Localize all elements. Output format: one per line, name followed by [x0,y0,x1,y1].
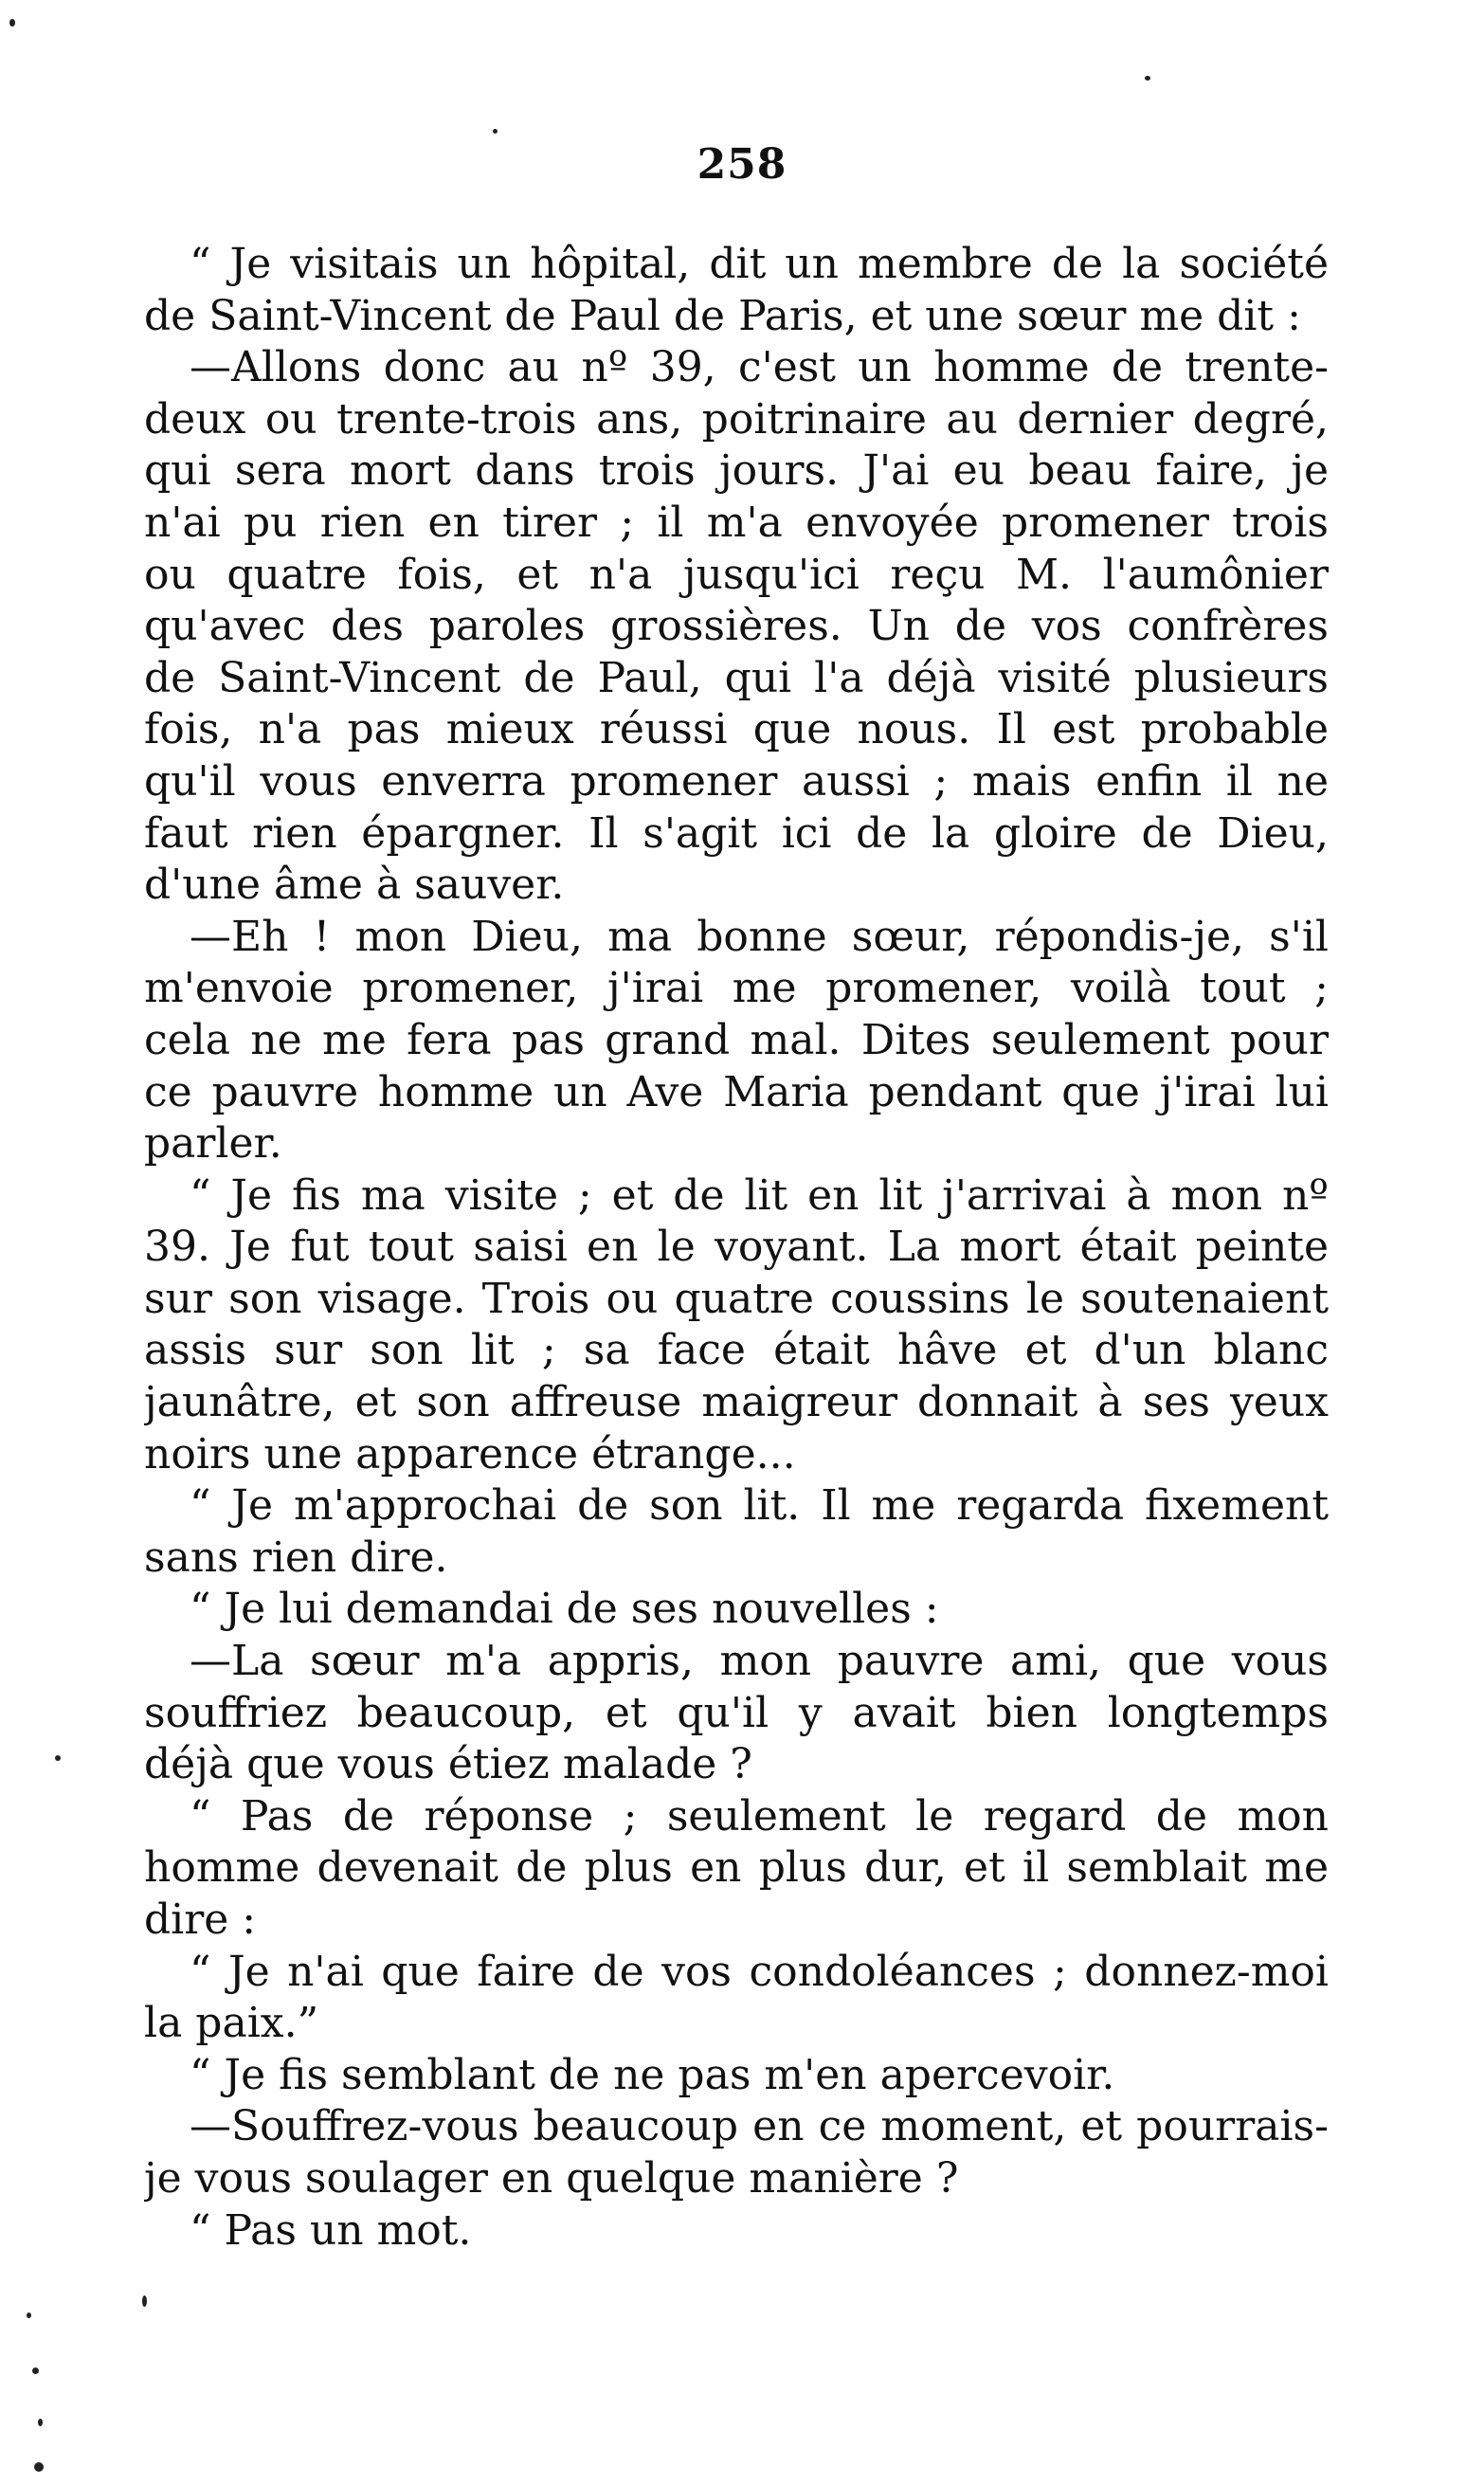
text-line: je vous soulager en quelque manière ? [144,2153,959,2203]
text-line: qu'il vous enverra promener aussi ; mais enfin il ne [144,756,1329,806]
body-text [144,239,1329,2257]
text-line: “ Je fis ma visite ; et de lit en lit j'arrivai à mon nº [190,1170,1329,1220]
scan-speck [34,2462,44,2472]
text-line: —Allons donc au nº 39, c'est un homme de trente- [190,343,1329,392]
text-line: “ Je lui demandai de ses nouvelles : [190,1585,939,1634]
text-line: sur son visage. Trois ou quatre coussins le soutenaient [144,1274,1329,1323]
text-line: “ Pas un mot. [190,2205,472,2255]
text-line: “ Je fis semblant de ne pas m'en apercevoir. [190,2050,1115,2099]
text-line: homme devenait de plus en plus dur, et il semblait me [144,1843,1329,1893]
text-line: qui sera mort dans trois jours. J'ai eu beau faire, je [144,446,1329,496]
text-line: déjà que vous étiez malade ? [144,1740,752,1789]
text-line: de Saint-Vincent de Paul, qui l'a déjà visité plusieurs [144,653,1329,702]
text-line: sans rien dire. [144,1533,448,1582]
scan-speck [27,2313,31,2318]
scan-speck [142,2295,147,2307]
text-line: “ Je n'ai que faire de vos condoléances ; donnez-moi [190,1947,1329,1996]
text-line: jaunâtre, et son affreuse maigreur donnait à ses yeux [144,1378,1329,1427]
scan-speck [9,19,15,27]
text-line: “ Pas de réponse ; seulement le regard de mon [190,1791,1329,1841]
text-line: qu'avec des paroles grossières. Un de vos confrères [144,602,1329,651]
text-line: —Eh ! mon Dieu, ma bonne sœur, répondis-je, s'il [190,912,1329,961]
text-line: faut rien épargner. Il s'agit ici de la gloire de Dieu, [144,808,1329,858]
text-line: fois, n'a pas mieux réussi que nous. Il est probable [144,705,1329,754]
text-line: dire : [144,1895,257,1944]
scan-speck [55,1755,61,1761]
text-line: n'ai pu rien en tirer ; il m'a envoyée promener trois [144,498,1329,547]
text-line: ce pauvre homme un Ave Maria pendant que j'irai lui [144,1067,1329,1116]
text-line: m'envoie promener, j'irai me promener, voilà tout ; [144,964,1329,1013]
scan-speck [38,2419,43,2426]
text-line: 39. Je fut tout saisi en le voyant. La mort était peinte [144,1223,1329,1272]
text-line: cela ne me fera pas grand mal. Dites seulement pour [144,1015,1329,1064]
text-line: assis sur son lit ; sa face était hâve et d'un blanc [144,1326,1329,1375]
text-line: noirs une apparence étrange... [144,1429,796,1478]
page-number: 258 [697,140,787,189]
text-line: ou quatre fois, et n'a jusqu'ici reçu M. l'aumônier [144,550,1329,599]
text-line: —La sœur m'a appris, mon pauvre ami, que vous [190,1637,1329,1686]
scan-speck [32,2367,39,2374]
text-line: souffriez beaucoup, et qu'il y avait bien longtemps [144,1688,1329,1737]
text-line: “ Je visitais un hôpital, dit un membre de la société [190,240,1329,288]
text-line: —Souffrez-vous beaucoup en ce moment, et pourrais- [190,2102,1329,2151]
scan-speck [493,129,498,134]
text-line: d'une âme à sauver. [144,861,565,910]
text-line: parler. [144,1119,282,1169]
text-line: de Saint-Vincent de Paul de Paris, et une sœur me dit : [144,291,1301,340]
text-line: “ Je m'approchai de son lit. Il me regarda fixement [190,1481,1329,1531]
text-line: la paix.” [144,1999,319,2048]
text-line: deux ou trente-trois ans, poitrinaire au dernier degré, [144,394,1329,444]
scan-speck [1145,76,1150,81]
